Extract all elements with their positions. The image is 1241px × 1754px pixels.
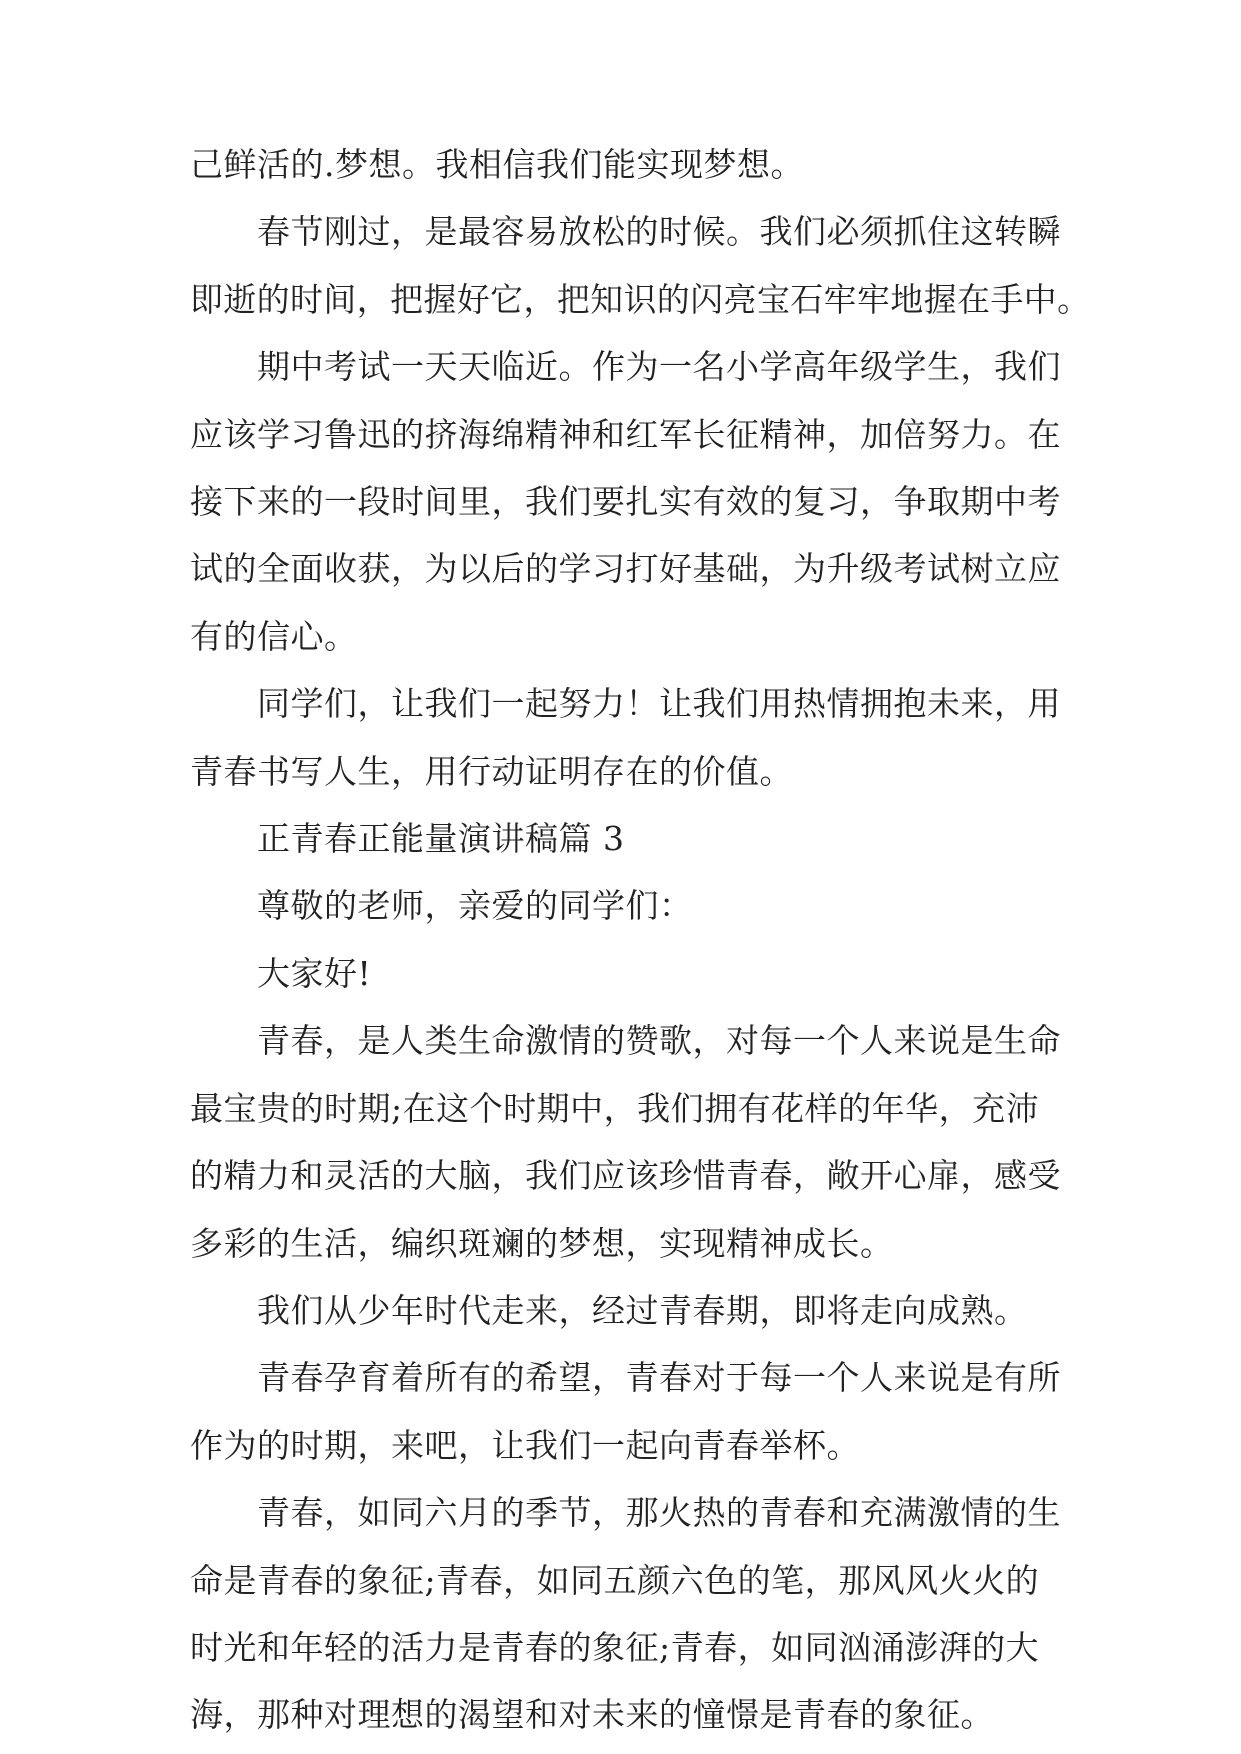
text-line: 命是青春的象征;青春，如同五颜六色的笔，那风风火火的	[190, 1561, 1040, 1600]
paragraph-first-line: 期中考试一天天临近。作为一名小学高年级学生，我们	[257, 347, 1061, 386]
text-line: 接下来的一段时间里，我们要扎实有效的复习，争取期中考	[190, 482, 1061, 521]
paragraph-first-line: 青春，如同六月的季节，那火热的青春和充满激情的生	[257, 1493, 1061, 1532]
paragraph-first-line: 同学们，让我们一起努力！让我们用热情拥抱未来，用	[257, 684, 1061, 723]
paragraph-first-line: 春节刚过，是最容易放松的时候。我们必须抓住这转瞬	[257, 212, 1061, 251]
text-line: 作为的时期，来吧，让我们一起向青春举杯。	[190, 1426, 860, 1465]
text-line: 有的信心。	[190, 617, 358, 656]
text-line: 青春书写人生，用行动证明存在的价值。	[190, 752, 793, 791]
text-line: 最宝贵的时期;在这个时期中，我们拥有花样的年华，充沛	[190, 1089, 1040, 1128]
paragraph-first-line: 青春孕育着所有的希望，青春对于每一个人来说是有所	[257, 1358, 1061, 1397]
paragraph-first-line: 青春，是人类生命激情的赞歌，对每一个人来说是生命	[257, 1021, 1061, 1060]
salutation: 尊敬的老师，亲爱的同学们：	[257, 886, 693, 925]
text-line: 多彩的生活，编织斑斓的梦想，实现精神成长。	[190, 1224, 894, 1263]
paragraph-first-line: 我们从少年时代走来，经过青春期，即将走向成熟。	[257, 1291, 1028, 1330]
text-line: 己鲜活的.梦想。我相信我们能实现梦想。	[190, 145, 804, 184]
text-line: 的精力和灵活的大脑，我们应该珍惜青春，敞开心扉，感受	[190, 1156, 1061, 1195]
text-line: 即逝的时间，把握好它，把知识的闪亮宝石牢牢地握在手中。	[190, 280, 1091, 319]
text-line: 试的全面收获，为以后的学习打好基础，为升级考试树立应	[190, 549, 1061, 588]
greeting: 大家好!	[257, 954, 372, 993]
text-line: 海，那种对理想的渴望和对未来的憧憬是青春的象征。	[190, 1695, 994, 1734]
text-line: 应该学习鲁迅的挤海绵精神和红军长征精神，加倍努力。在	[190, 415, 1061, 454]
section-heading: 正青春正能量演讲稿篇 3	[257, 819, 625, 858]
text-line: 时光和年轻的活力是青春的象征;青春，如同汹涌澎湃的大	[190, 1628, 1040, 1667]
